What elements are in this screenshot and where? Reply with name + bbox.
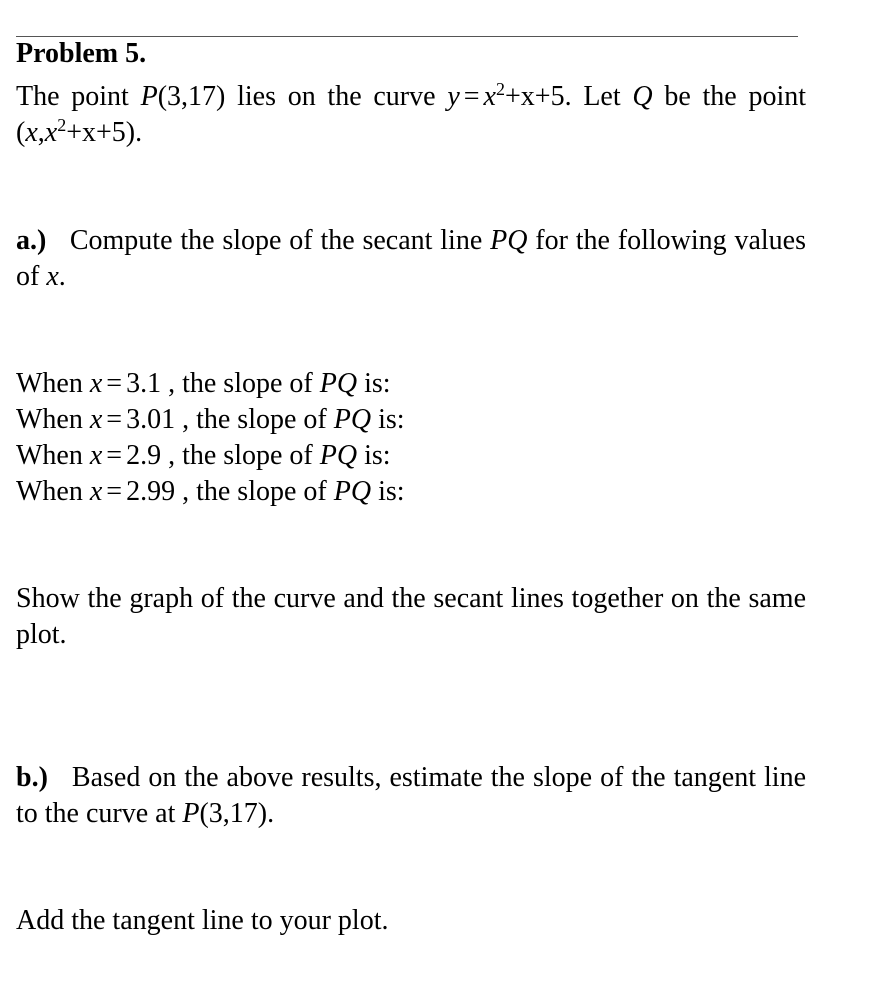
point-p: P <box>140 81 158 112</box>
curve-rest: +x+5 <box>504 81 565 112</box>
query-var-x: x <box>89 368 103 399</box>
query-suffix-1: , the slope of <box>175 404 334 435</box>
query-prefix: When <box>16 368 90 399</box>
query-var-x: x <box>89 404 103 435</box>
slope-queries <box>16 366 806 510</box>
var-y: y <box>447 81 460 112</box>
intro-text-1: The point <box>16 81 141 112</box>
q-open-paren: ( <box>16 117 26 148</box>
query-suffix-2: is: <box>371 476 405 507</box>
q-exponent-2: 2 <box>57 115 67 136</box>
query-suffix-2: is: <box>357 440 391 471</box>
query-var-x: x <box>89 440 103 471</box>
query-prefix: When <box>16 440 90 471</box>
query-pq: PQ <box>333 404 372 435</box>
query-suffix-2: is: <box>371 404 405 435</box>
query-pq: PQ <box>319 368 358 399</box>
query-suffix-1: , the slope of <box>161 368 320 399</box>
q-close-paren: ). <box>125 117 143 148</box>
part-a-period: . <box>58 261 66 292</box>
exponent-2: 2 <box>495 79 505 100</box>
intro-text-2: lies on the curve <box>225 81 448 112</box>
equals-sign: = <box>463 81 480 112</box>
query-equals: = <box>106 476 123 507</box>
query-suffix-2: is: <box>357 368 391 399</box>
part-a-text-1: Compute the slope of the secant line <box>69 225 491 256</box>
query-equals: = <box>106 404 123 435</box>
query-prefix: When <box>16 476 90 507</box>
part-a-label: a.) <box>16 225 47 256</box>
part-b-text-1: Based on the above results, estimate the slope of the tangent line to the curve at <box>16 762 807 829</box>
part-a-prompt <box>16 223 806 295</box>
query-value: 2.9 <box>126 440 162 471</box>
slope-query-row <box>16 438 806 474</box>
query-equals: = <box>106 368 123 399</box>
point-p-coords: (3,17) <box>157 81 226 112</box>
part-a-text-2: for the following values of <box>16 225 807 292</box>
slope-query-row <box>16 366 806 402</box>
query-value: 3.01 <box>126 404 176 435</box>
slope-query-row <box>16 474 806 510</box>
q-var-x: x <box>25 117 38 148</box>
query-var-x: x <box>89 476 103 507</box>
part-a-var-x: x <box>46 261 59 292</box>
var-x: x <box>483 81 496 112</box>
part-b-coords: (3,17) <box>199 798 268 829</box>
problem-title: Problem 5. <box>16 38 147 69</box>
query-suffix-1: , the slope of <box>175 476 334 507</box>
part-b-point-p: P <box>182 798 200 829</box>
point-q: Q <box>632 81 653 112</box>
query-equals: = <box>106 440 123 471</box>
part-b-prompt <box>16 760 806 832</box>
query-pq: PQ <box>333 476 372 507</box>
q-comma: , <box>37 117 45 148</box>
intro-text-3: . Let <box>564 81 633 112</box>
query-value: 3.1 <box>126 368 162 399</box>
slope-query-row <box>16 402 806 438</box>
part-b-label: b.) <box>16 762 48 793</box>
part-b-period: . <box>267 798 275 829</box>
secant-pq: PQ <box>490 225 528 256</box>
query-pq: PQ <box>319 440 358 471</box>
add-tangent-instruction: Add the tangent line to your plot. <box>16 905 389 936</box>
query-suffix-1: , the slope of <box>161 440 320 471</box>
intro-text-4: be the point <box>652 81 807 112</box>
query-value: 2.99 <box>126 476 176 507</box>
q-rest: +x+5 <box>66 117 126 148</box>
query-prefix: When <box>16 404 90 435</box>
problem-intro <box>16 79 806 151</box>
show-graph-instruction: Show the graph of the curve and the secant lines together on the same plot. <box>16 583 806 650</box>
q-var-x2: x <box>44 117 58 148</box>
